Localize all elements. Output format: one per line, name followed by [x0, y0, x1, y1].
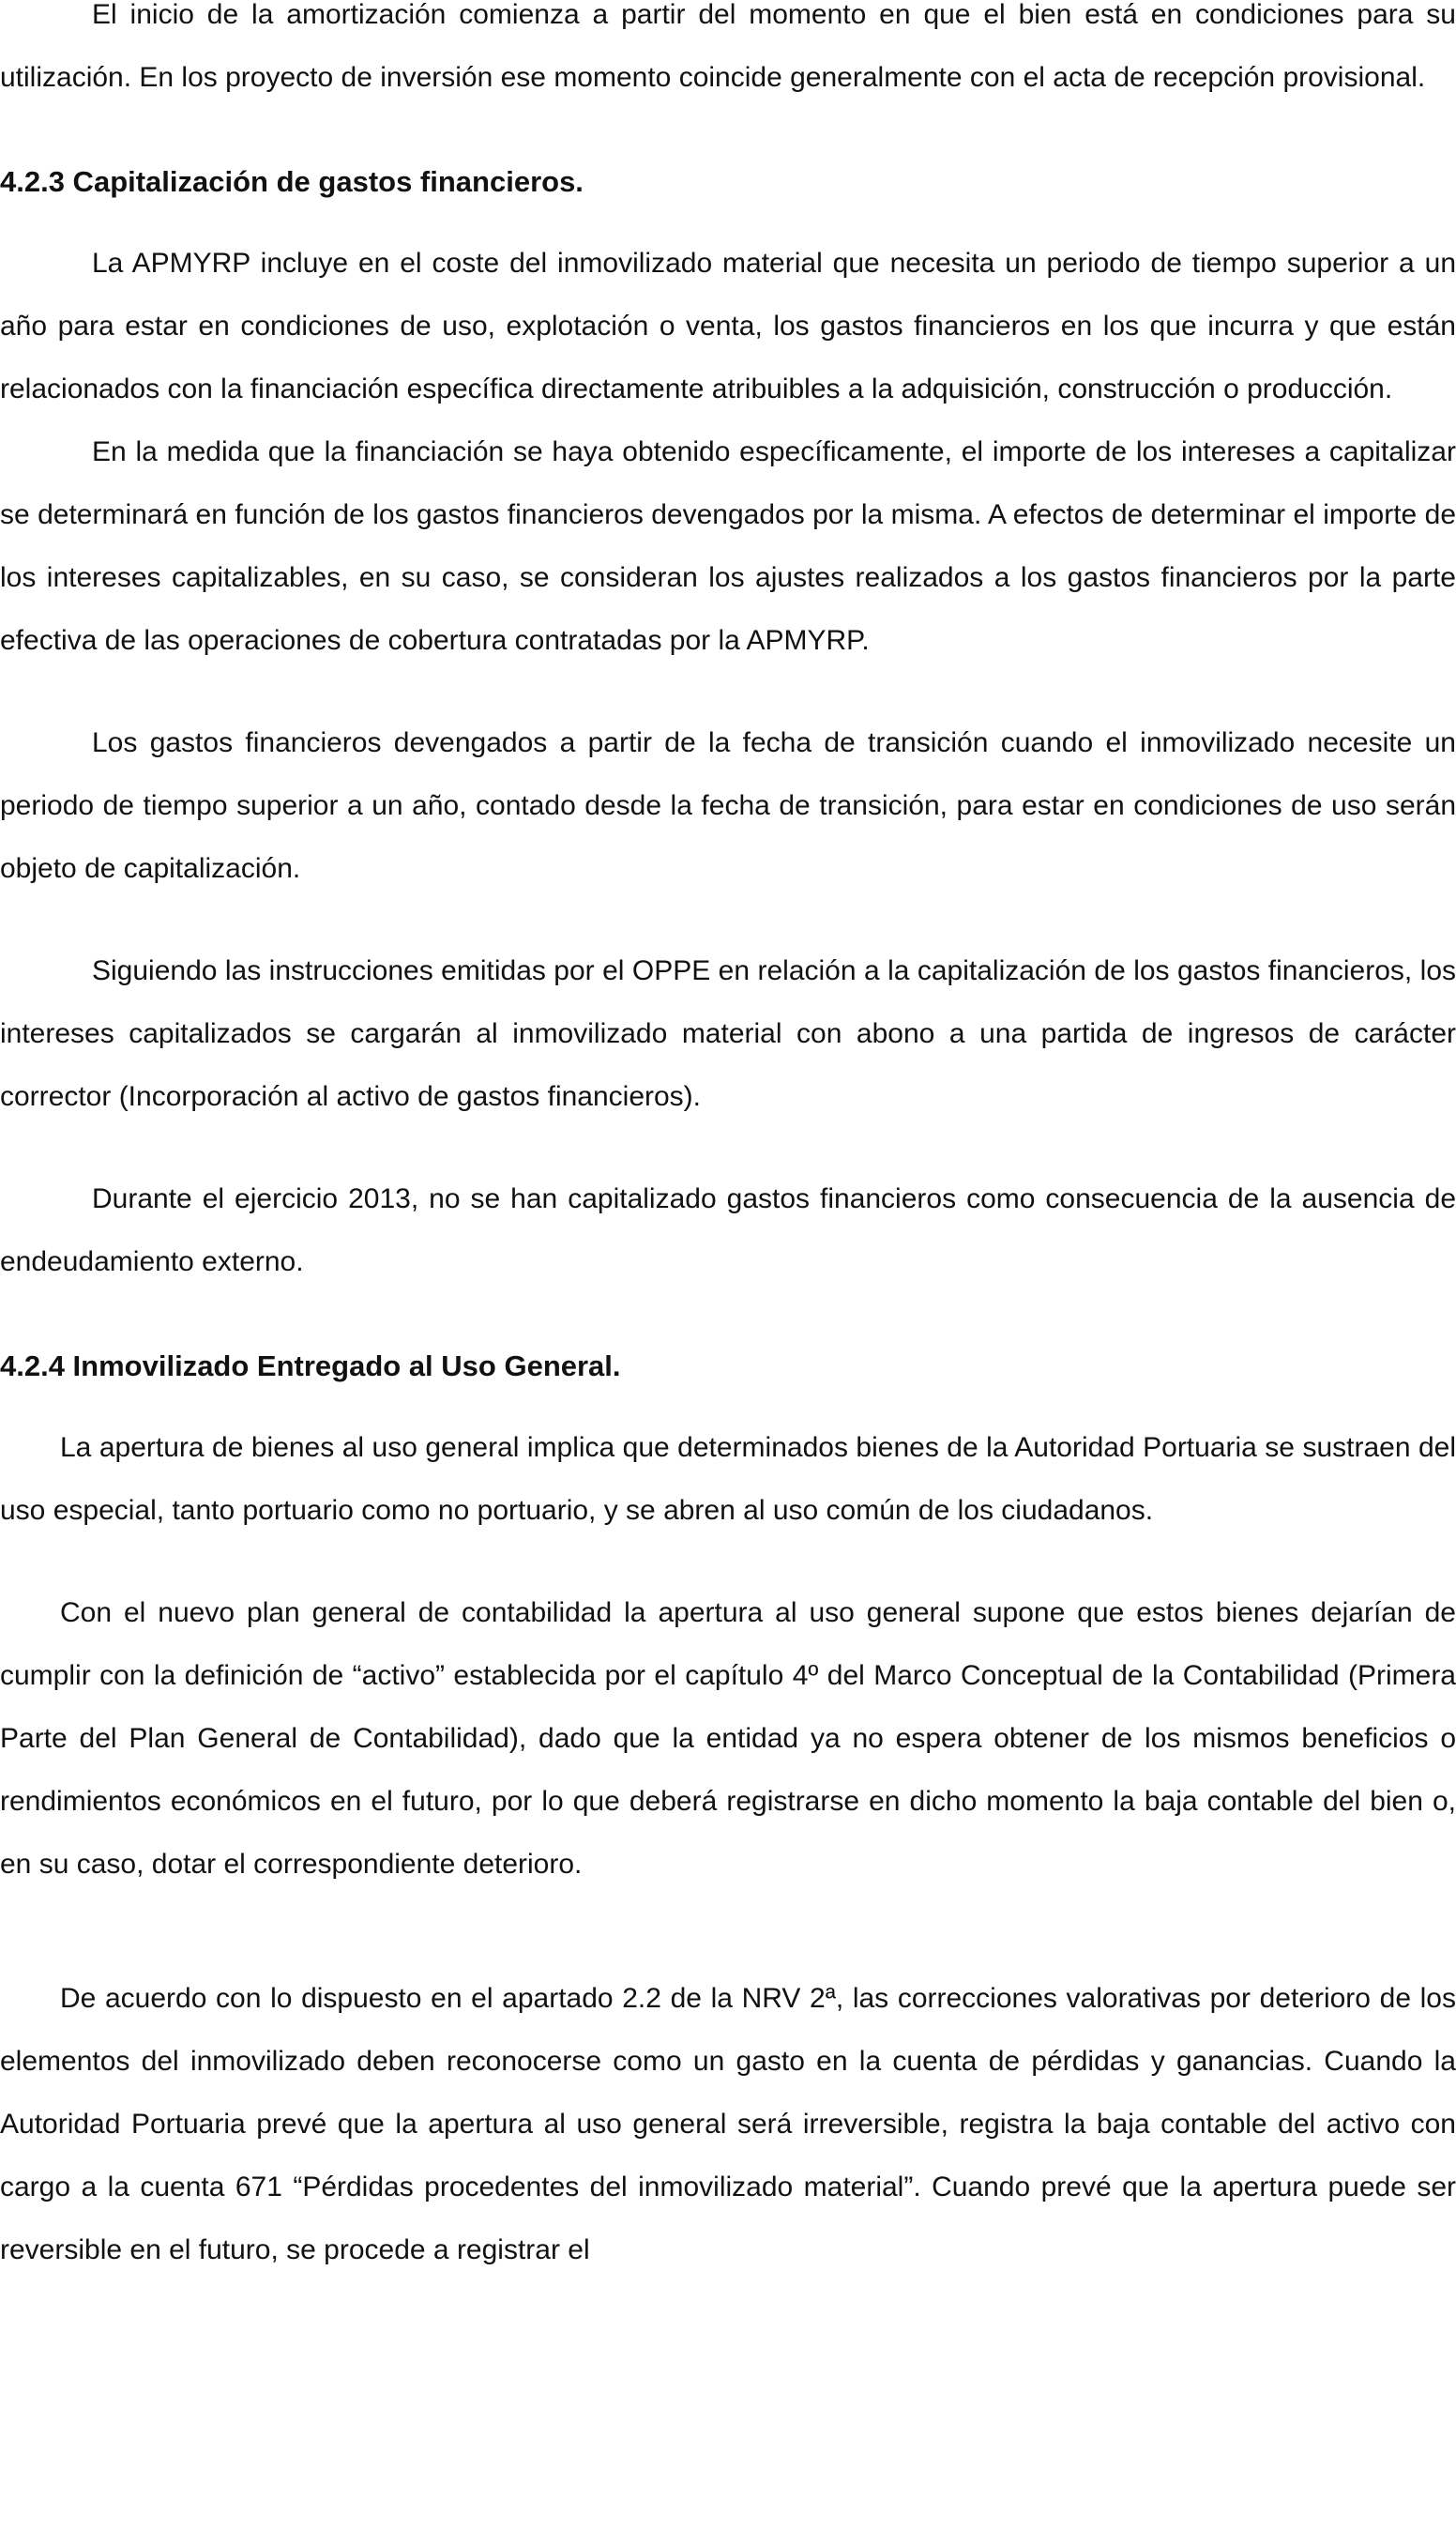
- paragraph-2013-exercise: Durante el ejercicio 2013, no se han capitalizado gastos financieros como consecuencia de la ausencia de endeudamiento externo.: [0, 1183, 1456, 1277]
- paragraph-amortization-start: El inicio de la amortización comienza a partir del momento en que el bien está en condiciones para su utilización. En los proyecto de inversión ese momento coincide generalmente con el acta de recepción provisional.: [0, 0, 1456, 93]
- paragraph-oppe-instructions: Siguiendo las instrucciones emitidas por el OPPE en relación a la capitalización de los gastos financieros, los intereses capitalizados se cargarán al inmovilizado material con abono a una partida de ingresos de carácter corrector (Incorporación al activo de gastos financieros).: [0, 955, 1456, 1112]
- paragraph-financing-interest: En la medida que la financiación se haya obtenido específicamente, el importe de los intereses a capitalizar se determinará en función de los gastos financieros devengados por la misma. A efectos de determinar el importe de los intereses capitalizables, en su caso, se consideran los ajustes realizados a los gastos financieros por la parte efectiva de las operaciones de cobertura contratadas por la APMYRP.: [0, 436, 1456, 656]
- paragraph-new-accounting-plan: Con el nuevo plan general de contabilidad la apertura al uso general supone que estos bienes dejarían de cumplir con la definición de “activo” establecida por el capítulo 4º del Marco Conceptual de la Contabilidad (Primera Parte del Plan General de Contabilidad), dado que la entidad ya no espera obtener de los mismos beneficios o rendimientos económicos en el futuro, por lo que deberá registrarse en dicho momento la baja contable del bien o, en su caso, dotar el correspondiente deterioro.: [0, 1597, 1456, 1880]
- heading-4-2-3: 4.2.3 Capitalización de gastos financieros.: [0, 165, 584, 198]
- paragraph-apmyrp-cost: La APMYRP incluye en el coste del inmovilizado material que necesita un periodo de tiempo superior a un año para estar en condiciones de uso, explotación o venta, los gastos financieros en los que incurra y que están relacionados con la financiación específica directamente atribuibles a la adquisición, construcción o producción.: [0, 248, 1456, 404]
- heading-4-2-4: 4.2.4 Inmovilizado Entregado al Uso General.: [0, 1349, 621, 1382]
- paragraph-general-use: La apertura de bienes al uso general implica que determinados bienes de la Autoridad Portuaria se sustraen del uso especial, tanto portuario como no portuario, y se abren al uso común de los ciudadanos.: [0, 1432, 1456, 1526]
- paragraph-nrv-impairment: De acuerdo con lo dispuesto en el apartado 2.2 de la NRV 2ª, las correcciones valorativas por deterioro de los elementos del inmovilizado deben reconocerse como un gasto en la cuenta de pérdidas y ganancias. Cuando la Autoridad Portuaria prevé que la apertura al uso general será irreversible, registra la baja contable del activo con cargo a la cuenta 671 “Pérdidas procedentes del inmovilizado material”. Cuando prevé que la apertura puede ser reversible en el futuro, se procede a registrar el: [0, 1983, 1456, 2265]
- paragraph-transition-date: Los gastos financieros devengados a partir de la fecha de transición cuando el inmovilizado necesite un periodo de tiempo superior a un año, contado desde la fecha de transición, para estar en condiciones de uso serán objeto de capitalización.: [0, 727, 1456, 884]
